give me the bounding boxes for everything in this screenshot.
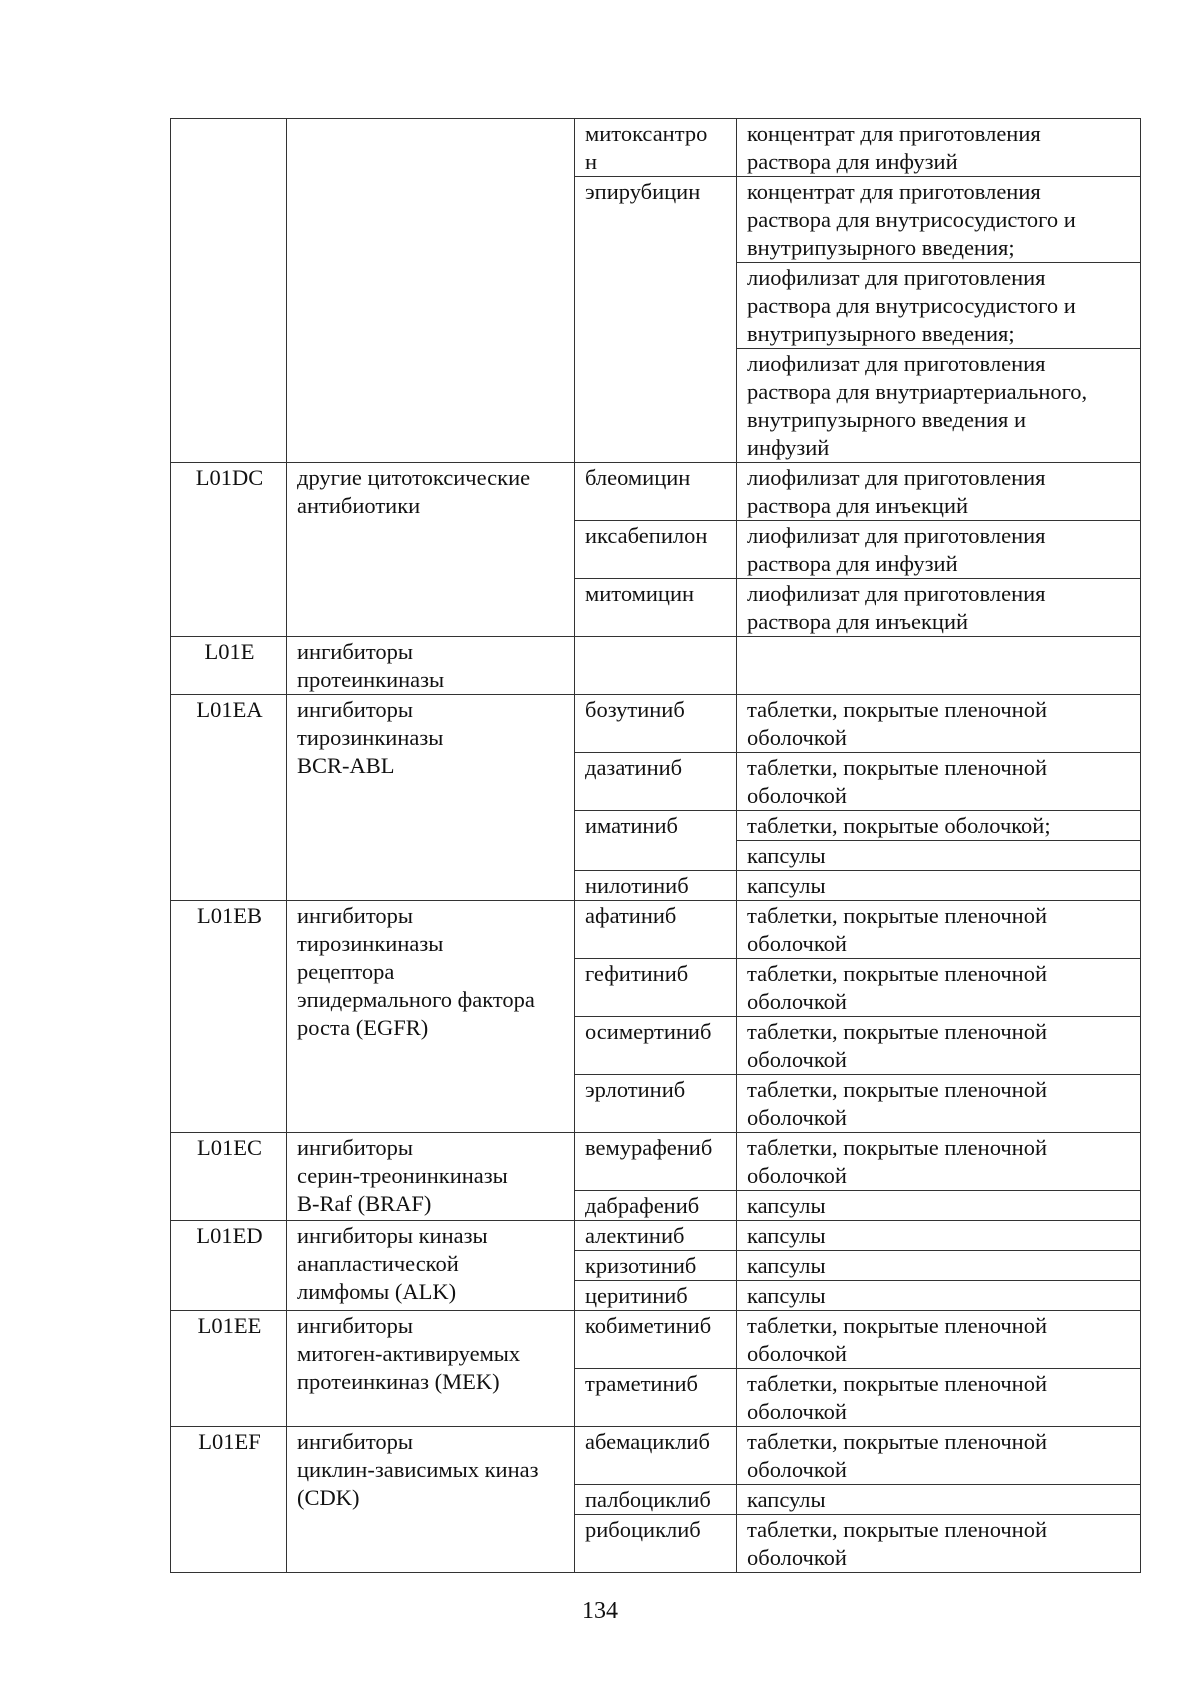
dosage-form-cell: таблетки, покрытые пленочной оболочкой xyxy=(737,1515,1141,1573)
drug-group-cell: ингибиторы протеинкиназы xyxy=(287,637,575,695)
table-row xyxy=(171,119,1141,177)
drug-name-cell: митоксантро н xyxy=(575,119,737,177)
atc-code-cell: L01EE xyxy=(171,1311,287,1427)
drug-name-cell: эрлотиниб xyxy=(575,1075,737,1133)
drug-name-cell: гефитиниб xyxy=(575,959,737,1017)
table-row xyxy=(171,1311,1141,1369)
drug-name-cell: кризотиниб xyxy=(575,1251,737,1281)
dosage-form-cell: таблетки, покрытые пленочной оболочкой xyxy=(737,959,1141,1017)
drug-name-cell: афатиниб xyxy=(575,901,737,959)
drug-group-cell xyxy=(287,119,575,463)
drug-name-cell: блеомицин xyxy=(575,463,737,521)
drug-group-cell: ингибиторы тирозинкиназы BCR-ABL xyxy=(287,695,575,901)
table-row xyxy=(171,463,1141,521)
drug-name-cell: бозутиниб xyxy=(575,695,737,753)
dosage-form-cell: капсулы xyxy=(737,1191,1141,1221)
dosage-form-cell: таблетки, покрытые пленочной оболочкой xyxy=(737,1311,1141,1369)
drug-name-cell: нилотиниб xyxy=(575,871,737,901)
dosage-form-cell: капсулы xyxy=(737,1281,1141,1311)
dosage-form-cell: лиофилизат для приготовления раствора для внутриартериального, внутрипузырного введения и инфузий xyxy=(737,349,1141,463)
dosage-form-cell: таблетки, покрытые пленочной оболочкой xyxy=(737,1133,1141,1191)
drug-name-cell: дабрафениб xyxy=(575,1191,737,1221)
drug-name-cell: абемациклиб xyxy=(575,1427,737,1485)
drug-table-body xyxy=(171,119,1141,1573)
dosage-form-cell: концентрат для приготовления раствора для инфузий xyxy=(737,119,1141,177)
drug-name-cell: палбоциклиб xyxy=(575,1485,737,1515)
table-row xyxy=(171,1427,1141,1485)
atc-code-cell: L01EF xyxy=(171,1427,287,1573)
drug-group-cell: ингибиторы митоген-активируемых протеинкиназ (MEK) xyxy=(287,1311,575,1427)
atc-code-cell: L01E xyxy=(171,637,287,695)
table-row xyxy=(171,1221,1141,1251)
dosage-form-cell: лиофилизат для приготовления раствора для инъекций xyxy=(737,579,1141,637)
drug-group-cell: ингибиторы серин-треонинкиназы B-Raf (BRAF) xyxy=(287,1133,575,1221)
table-row xyxy=(171,695,1141,753)
dosage-form-cell: капсулы xyxy=(737,1485,1141,1515)
drug-name-cell: алектиниб xyxy=(575,1221,737,1251)
drug-name-cell: осимертиниб xyxy=(575,1017,737,1075)
dosage-form-cell: таблетки, покрытые пленочной оболочкой xyxy=(737,753,1141,811)
drug-name-cell: церитиниб xyxy=(575,1281,737,1311)
dosage-form-cell: таблетки, покрытые пленочной оболочкой xyxy=(737,1017,1141,1075)
atc-code-cell: L01ED xyxy=(171,1221,287,1311)
atc-code-cell: L01DC xyxy=(171,463,287,637)
dosage-form-cell: таблетки, покрытые пленочной оболочкой xyxy=(737,1427,1141,1485)
table-row xyxy=(171,637,1141,695)
drug-name-cell: дазатиниб xyxy=(575,753,737,811)
drug-name-cell: вемурафениб xyxy=(575,1133,737,1191)
drug-name-cell: кобиметиниб xyxy=(575,1311,737,1369)
drug-name-cell: митомицин xyxy=(575,579,737,637)
drug-name-cell: иматиниб xyxy=(575,811,737,871)
drug-group-cell: ингибиторы тирозинкиназы рецептора эпидермального фактора роста (EGFR) xyxy=(287,901,575,1133)
atc-code-cell: L01EB xyxy=(171,901,287,1133)
dosage-form-cell: таблетки, покрытые пленочной оболочкой xyxy=(737,1369,1141,1427)
dosage-form-cell: капсулы xyxy=(737,871,1141,901)
drug-table xyxy=(170,118,1141,1573)
dosage-form-cell: концентрат для приготовления раствора для внутрисосудистого и внутрипузырного введения; xyxy=(737,177,1141,263)
dosage-form-cell: таблетки, покрытые пленочной оболочкой xyxy=(737,1075,1141,1133)
dosage-form-cell: капсулы xyxy=(737,1251,1141,1281)
drug-group-cell: другие цитотоксические антибиотики xyxy=(287,463,575,637)
dosage-form-cell: таблетки, покрытые пленочной оболочкой xyxy=(737,695,1141,753)
page-number: 134 xyxy=(582,1598,618,1624)
drug-name-cell: рибоциклиб xyxy=(575,1515,737,1573)
atc-code-cell: L01EA xyxy=(171,695,287,901)
dosage-form-cell: таблетки, покрытые оболочкой; xyxy=(737,811,1141,841)
table-row xyxy=(171,1133,1141,1191)
table-row xyxy=(171,901,1141,959)
dosage-form-cell: лиофилизат для приготовления раствора для внутрисосудистого и внутрипузырного введения; xyxy=(737,263,1141,349)
atc-code-cell: L01EC xyxy=(171,1133,287,1221)
drug-name-cell: иксабепилон xyxy=(575,521,737,579)
atc-code-cell xyxy=(171,119,287,463)
drug-group-cell: ингибиторы киназы анапластической лимфомы (ALK) xyxy=(287,1221,575,1311)
dosage-form-cell: капсулы xyxy=(737,1221,1141,1251)
dosage-form-cell: лиофилизат для приготовления раствора для инъекций xyxy=(737,463,1141,521)
drug-name-cell xyxy=(575,637,737,695)
drug-name-cell: траметиниб xyxy=(575,1369,737,1427)
drug-name-cell: эпирубицин xyxy=(575,177,737,463)
dosage-form-cell xyxy=(737,637,1141,695)
dosage-form-cell: капсулы xyxy=(737,841,1141,871)
dosage-form-cell: лиофилизат для приготовления раствора для инфузий xyxy=(737,521,1141,579)
dosage-form-cell: таблетки, покрытые пленочной оболочкой xyxy=(737,901,1141,959)
drug-group-cell: ингибиторы циклин-зависимых киназ (CDK) xyxy=(287,1427,575,1573)
